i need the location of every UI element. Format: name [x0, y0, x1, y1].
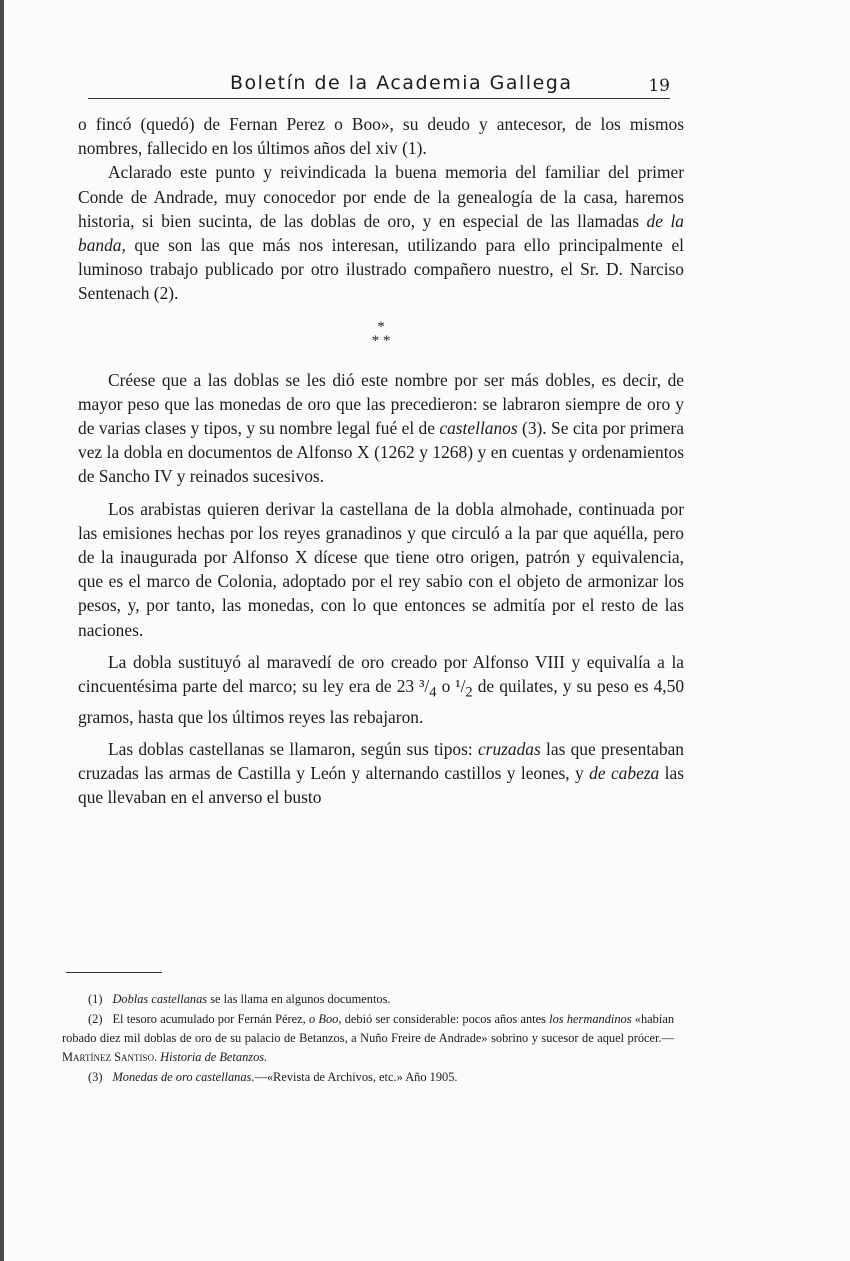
footnote-1: (1) Doblas castellanas se las llama en algunos documentos.	[88, 992, 391, 1006]
asterism-divider: * * *	[371, 318, 391, 349]
paragraph-6: Las doblas castellanas se llamaron, según sus tipos: cruzadas las que presentaban cruzadas las armas de Castilla y León y alternando castillos y leones, y de cabeza las que llevaban en el anverso el busto	[78, 738, 684, 808]
footnote-rule	[66, 972, 162, 973]
paragraph-2: Aclarado este punto y reivindicada la buena memoria del familiar del primer Conde de Andrade, muy conocedor por ende de la genealogía de la casa, haremos historia, si bien sucinta, de las doblas de oro, y en especial de las llamadas de la banda, que son las que más nos interesan, utilizando para ello principalmente el luminoso trabajo publicado por otro ilustrado compañero nuestro, el Sr. D. Narciso Sentenach (2).	[78, 162, 684, 304]
body-text	[78, 112, 684, 810]
page-number: 19	[648, 76, 670, 96]
footnotes	[62, 990, 674, 1087]
header-rule	[88, 98, 670, 99]
paragraph-5: La dobla sustituyó al maravedí de oro creado por Alfonso VIII y equivalía a la cincuentésima parte del marco; su ley era de 23 $^3/_4$ o $^1/_2$ de quilates, y su peso es 4,50 gramos, hasta que los últimos reyes las rebajaron.	[78, 651, 685, 727]
paragraph-4: Los arabistas quieren derivar la castellana de la dobla almohade, continuada por las emisiones hechas por los reyes granadinos y que circuló a la par que aquélla, pero de la inaugurada por Alfonso X dícese que tiene otro origen, patrón y equivalencia, que es el marco de Colonia, adoptado por el rey sabio con el objeto de armonizar los pesos, y, por tanto, las monedas, con lo que entonces se admitía por el resto de las naciones.	[78, 498, 684, 640]
page-binding-edge	[0, 0, 4, 1261]
page-header	[88, 72, 680, 98]
paragraph-1: o fincó (quedó) de Fernan Perez o Boo», su deudo y antecesor, de los mismos nombres, fallecido en los últimos años del xiv (1).	[78, 114, 684, 159]
paragraph-3: Créese que a las doblas se les dió este nombre por ser más dobles, es decir, de mayor peso que las monedas de oro que las precedieron: se labraron siempre de oro y de varias clases y tipos, y su nombre legal fué el de castellanos (3). Se cita por primera vez la dobla en documentos de Alfonso X (1262 y 1268) y en cuentas y ordenamientos de Sancho IV y reinados sucesivos.	[78, 369, 684, 487]
running-head: Boletín de la Academia Gallega	[230, 72, 573, 94]
footnote-3: (3) Monedas de oro castellanas.—«Revista de Archivos, etc.» Año 1905.	[88, 1070, 458, 1084]
footnote-2: (2) El tesoro acumulado por Fernán Pérez, o Boo, debió ser considerable: pocos años antes los hermandinos «habían robado diez mil doblas de oro de su palacio de Betanzos, a Nuño Freire de Andrade» sobrino y sucesor de aquel prócer.—Martínez Santiso. Historia de Betanzos.	[62, 1012, 675, 1064]
